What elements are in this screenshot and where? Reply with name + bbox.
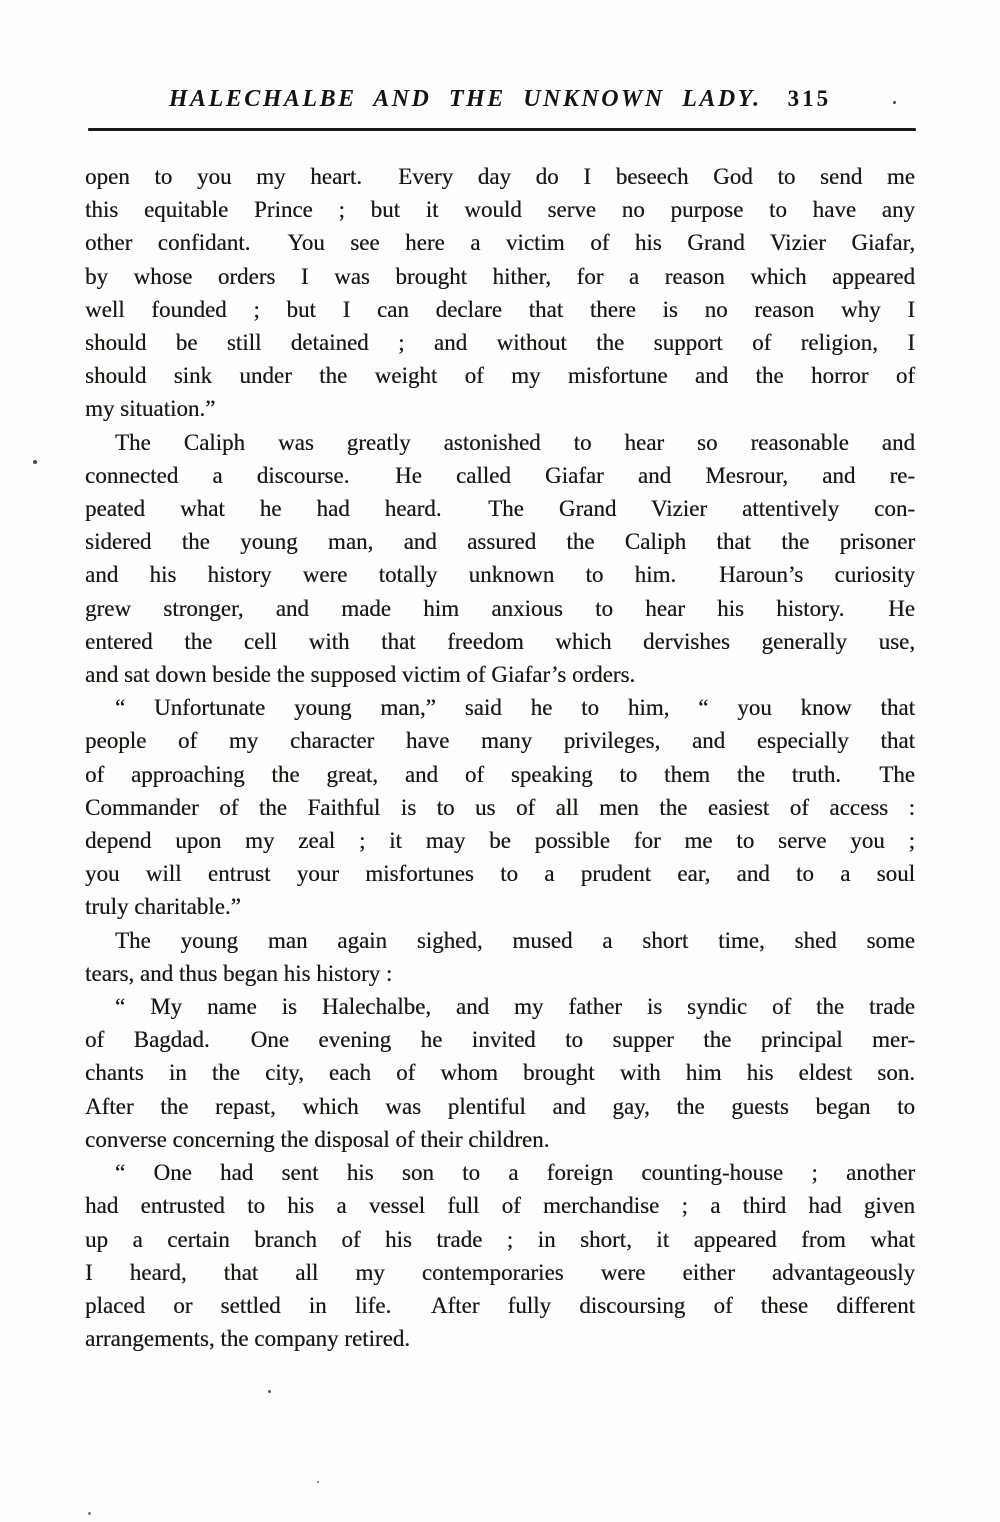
text-line: truly charitable.” <box>85 894 241 920</box>
text-line: my situation.” <box>85 396 216 422</box>
page-body <box>85 160 915 1355</box>
text-line: well founded ; but I can declare that there is no reason why I <box>85 296 915 322</box>
ink-speck <box>268 1390 271 1393</box>
text-line: entered the cell with that freedom which dervishes generally use, <box>85 628 915 654</box>
text-line: open to you my heart. Every day do I beseech God to send me <box>85 164 915 189</box>
text-line: connected a discourse. He called Giafar and Mesrour, and re- <box>85 462 915 488</box>
ink-speck <box>88 1512 91 1515</box>
text-line: should be still detained ; and without the support of religion, I <box>85 330 915 356</box>
page-header <box>85 86 915 113</box>
text-line: and his history were totally unknown to him. Haroun’s curiosity <box>85 562 915 588</box>
text-line: sidered the young man, and assured the Caliph that the prisoner <box>85 529 915 555</box>
text-line: The Caliph was greatly astonished to hear so reasonable and <box>115 429 915 455</box>
text-line: by whose orders I was brought hither, for a reason which appeared <box>85 263 915 289</box>
ink-speck <box>317 1481 319 1483</box>
text-line: and sat down beside the supposed victim of Giafar’s orders. <box>85 662 636 688</box>
ink-speck <box>893 101 896 104</box>
text-line: up a certain branch of his trade ; in short, it appeared from what <box>85 1226 915 1252</box>
text-line: converse concerning the disposal of their children. <box>85 1126 550 1152</box>
text-line: “ Unfortunate young man,” said he to him, “ you know that <box>115 695 915 721</box>
paragraph <box>85 990 915 1156</box>
paragraph <box>85 1156 915 1355</box>
text-line: “ One had sent his son to a foreign counting-house ; another <box>115 1160 915 1186</box>
paragraph <box>85 160 915 426</box>
text-line: I heard, that all my contemporaries were either advantageously <box>85 1259 915 1285</box>
text-line: chants in the city, each of whom brought with him his eldest son. <box>85 1060 915 1086</box>
text-line: The young man again sighed, mused a short time, shed some <box>115 927 915 953</box>
text-line: of approaching the great, and of speaking to them the truth. The <box>85 761 915 787</box>
header-rule <box>88 128 916 131</box>
text-line: Commander of the Faithful is to us of all men the easiest of access : <box>85 794 915 820</box>
paragraph <box>85 426 915 692</box>
paragraph <box>85 924 915 990</box>
text-line: After the repast, which was plentiful and gay, the guests began to <box>85 1093 915 1119</box>
text-line: of Bagdad. One evening he invited to supper the principal mer- <box>85 1027 915 1053</box>
text-line: other confidant. You see here a victim of his Grand Vizier Giafar, <box>85 230 915 256</box>
page-number: 315 <box>787 86 832 111</box>
text-line: had entrusted to his a vessel full of merchandise ; a third had given <box>85 1193 915 1219</box>
text-line: this equitable Prince ; but it would serve no purpose to have any <box>85 197 915 223</box>
paragraph <box>85 691 915 923</box>
text-line: depend upon my zeal ; it may be possible for me to serve you ; <box>85 828 915 854</box>
text-line: arrangements, the company retired. <box>85 1326 411 1352</box>
text-line: you will entrust your misfortunes to a prudent ear, and to a soul <box>85 861 915 887</box>
text-line: people of my character have many privileges, and especially that <box>85 728 915 754</box>
ink-speck <box>33 460 37 464</box>
text-line: should sink under the weight of my misfortune and the horror of <box>85 363 915 389</box>
text-line: placed or settled in life. After fully discoursing of these different <box>85 1292 915 1318</box>
text-line: grew stronger, and made him anxious to hear his history. He <box>85 595 915 621</box>
text-line: “ My name is Halechalbe, and my father is syndic of the trade <box>115 994 915 1020</box>
text-line: tears, and thus began his history : <box>85 960 393 986</box>
text-line: peated what he had heard. The Grand Vizier attentively con- <box>85 496 915 522</box>
running-title: HALECHALBE AND THE UNKNOWN LADY. <box>168 86 762 112</box>
